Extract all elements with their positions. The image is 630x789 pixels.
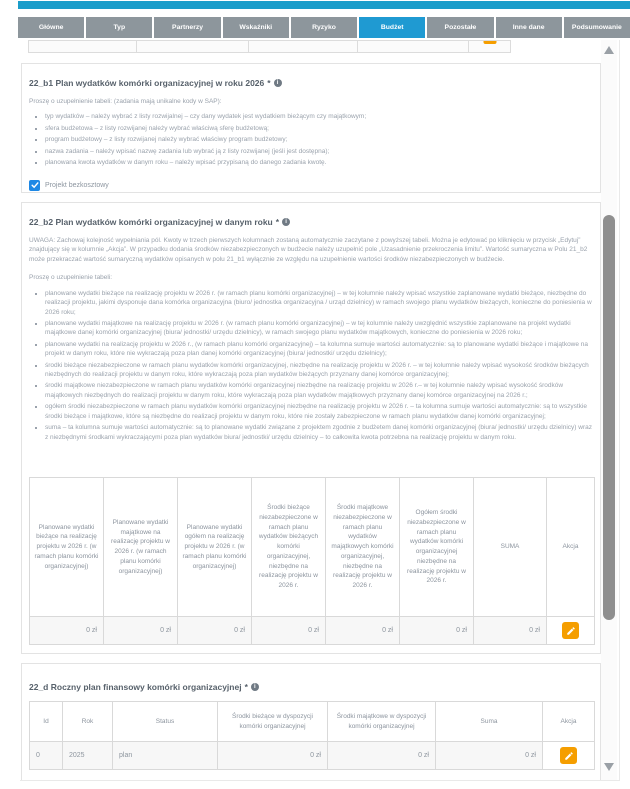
tab-pozostale[interactable]: Pozostałe [427, 17, 493, 38]
column-header: Suma [436, 702, 543, 742]
panel-right-border [619, 40, 620, 781]
costless-project-row [29, 180, 593, 191]
amount-cell: 0 zł [328, 742, 436, 770]
bullet-item: ▪ planowane wydatki bieżące na realizację projektu w 2026 r. (w ramach planu komórki organizacyjnej) – w tej kolumnie należy wpisać wszystkie zaplanowane wydatki bieżące, niezbędne do realizacji projektu, jakimi dysponuje dana komórka organizacyjna (biuro/ jednostka organizacyjna / urząd dzielnicy) w ramach swojego planu wydatków bieżących, konieczne do poniesienia w 2026 roku; [45, 289, 593, 317]
amount-cell: 0 zł [252, 617, 326, 645]
amount-cell: 0 zł [104, 617, 178, 645]
column-header-akcja: Akcja [543, 702, 595, 742]
tab-wskazniki[interactable]: Wskaźniki [223, 17, 289, 38]
edit-pencil-icon [566, 626, 576, 636]
required-marker: * [275, 217, 280, 227]
info-icon[interactable]: i [274, 79, 282, 87]
column-header: Status [113, 702, 218, 742]
truncated-cell [249, 41, 358, 52]
truncated-edit-button[interactable] [483, 41, 496, 44]
section-22b1-title [29, 78, 593, 88]
amount-cell: 0 zł [326, 617, 400, 645]
section-22b2-title [29, 217, 593, 227]
required-marker: * [267, 78, 271, 88]
column-header: Planowane wydatki ogółem na realizację projektu w 2026 r. (w ramach planu komórki organizacyjnej) [178, 478, 252, 617]
costless-project-label: Projekt bezkosztowy [45, 181, 109, 189]
column-header: Środki bieżące niezabezpieczone w ramach planu wydatków bieżących komórki organizacyjnej, niezbędne na realizację projektu w 2026 r. [252, 478, 326, 617]
section-22b2-bullets [45, 289, 593, 442]
bullet-item: ▪ typ wydatków – należy wybrać z listy rozwijalnej – czy dany wydatek jest wydatkiem bieżącym czy majątkowym; [45, 112, 593, 121]
info-icon[interactable]: i [282, 218, 290, 226]
bullet-item: ▪ suma – ta kolumna sumuje wartości automatycznie: są to planowane wydatki związane z projektem zgodnie z budżetem danej komórki organizacyjnej (biura/ jednostki/ urzędu dzielnicy) wraz z niezbędnymi środkami wykraczającymi poza plan wydatków biura/ jednostki/ urzędu dzielnicy – to całkowita kwota potrzebna na realizację projektu w danym roku. [45, 423, 593, 442]
section-title-text: 22_b2 Plan wydatków komórki organizacyjnej w danym roku [29, 217, 273, 227]
scrollbar-down-arrow-icon[interactable] [604, 763, 614, 771]
section-title-text: 22_d Roczny plan finansowy komórki organizacyjnej [29, 682, 242, 692]
bullet-item: ▪ planowana kwota wydatków w danym roku – należy wpisać przypisaną do danego zadania kwotę. [45, 158, 593, 167]
section-22b1-bullets [45, 112, 593, 167]
section-22d-title [29, 682, 593, 692]
info-icon[interactable]: i [251, 683, 259, 691]
section-22b2-intro: Proszę o uzupełnienie tabeli: [29, 274, 113, 282]
truncated-table-row [28, 40, 511, 53]
column-header: Id [30, 702, 63, 742]
column-header: SUMA [474, 478, 547, 617]
bullet-item: ▪ środki bieżące niezabezpieczone w ramach planu wydatków komórki organizacyjnej, niezbędne na realizację projektu w 2026 r. – w tej kolumnie należy wpisać wysokość środków bieżących niezbędnych do realizacji projektu w danym roku, które wykraczają poza plan wydatków bieżących przyznany danej komórce organizacyjnej; [45, 361, 593, 380]
column-header: Planowane wydatki bieżące na realizację projektu w 2026 r. (w ramach planu komórki organizacyjnej) [30, 478, 104, 617]
costless-project-checkbox[interactable] [29, 180, 40, 191]
scrollbar-thumb[interactable] [603, 215, 615, 620]
amount-cell: 0 zł [30, 617, 104, 645]
scrollable-form-area [21, 40, 601, 780]
tab-bar [18, 17, 630, 38]
scrollbar-up-arrow-icon[interactable] [604, 46, 614, 54]
required-marker: * [244, 682, 248, 692]
bullet-item: ▪ program budżetowy – z listy rozwijanej należy wybrać właściwy program budżetowy; [45, 135, 593, 144]
section-22b2 [21, 202, 601, 654]
tab-glowne[interactable]: Główne [18, 17, 84, 38]
bullet-item: ▪ planowane wydatki majątkowe na realizację projektu w 2026 r. (w ramach planu komórki organizacyjnej) – w tej kolumnie należy uwzględnić wszystkie zaplanowane na projekt wydatki majątkowe danej komórki organizacyjnej (biura/ jednostki/ urzędu dzielnicy), w ramach swojego planu wydatków majątkowych, konieczne do poniesienia w 2026 roku; [45, 319, 593, 338]
amount-cell: 0 zł [400, 617, 474, 645]
annual-financial-plan-table [29, 701, 595, 770]
panel-bottom-border [20, 780, 620, 781]
checkmark-icon [31, 181, 39, 189]
id-cell: 0 [30, 742, 63, 770]
budget-table-wrap [29, 477, 595, 645]
action-cell [547, 617, 595, 645]
vertical-scrollbar[interactable] [601, 40, 617, 780]
table-row [30, 742, 595, 770]
bullet-item: ▪ środki majątkowe niezabezpieczone w ramach planu wydatków komórki organizacyjnej niezbędne na realizację projektu w 2026 r.– w tej kolumnie należy wpisać wysokość środków majątkowych niezbędnych do realizacji projektu w danym roku, które wykraczają poza plan wydatków majątkowych przyznany danej komórce organizacyjnej na 2026 r.; [45, 381, 593, 400]
amount-cell: 0 zł [218, 742, 328, 770]
section-22b1-intro: Proszę o uzupełnienie tabeli: (zadania mają unikalne kody w SAP): [29, 98, 222, 105]
tab-inne-dane[interactable]: Inne dane [496, 17, 562, 38]
tab-typ[interactable]: Typ [86, 17, 152, 38]
section-22b2-note: UWAGA: Zachowaj kolejność wypełniania pól. Kwoty w trzech pierwszych kolumnach zostaną automatycznie zaczytane z powyższej tabeli. Można je edytować po kliknięciu w przycisk „Edytuj” znajdujący się w kolumnie „Akcja”. W przypadku dodania środków niezabezpieczonych w budżecie należy uzupełnić pole „Uzasadnienie przekroczenia limitu”. Wartość sumaryczna w Polu 21_b2 może przekraczać wartość sumaryczną wydatków opisanych w polu 21_b1 wyłącznie ze względu na uzupełnienie wartości środków niezabezpieczonych w budżecie. [29, 237, 588, 263]
column-header: Ogółem środki niezabezpieczone w ramach planu wydatków komórki organizacyjnej niezbędne na realizację projektu w 2026 r. [400, 478, 474, 617]
action-cell [543, 742, 595, 770]
amount-cell: 0 zł [178, 617, 252, 645]
table-header-row [30, 478, 595, 617]
tab-budzet[interactable]: Budżet [359, 17, 425, 38]
status-cell: plan [113, 742, 218, 770]
amount-cell: 0 zł [474, 617, 547, 645]
column-header: Środki majątkowe w dyspozycji komórki organizacyjnej [328, 702, 436, 742]
bullet-item: ▪ nazwa zadania – należy wpisać nazwę zadania lub wybrać ją z listy rozwijanej (jeśli jest dostępna); [45, 147, 593, 156]
column-header: Środki majątkowe niezabezpieczone w ramach planu wydatków majątkowych komórki organizacyjnej, niezbędne na realizację projektu w 2026 r. [326, 478, 400, 617]
tab-podsumowanie[interactable]: Podsumowanie [564, 17, 630, 38]
truncated-cell [137, 41, 249, 52]
section-22d [21, 663, 601, 780]
amount-cell: 0 zł [436, 742, 543, 770]
column-header: Rok [63, 702, 113, 742]
edit-button[interactable] [560, 747, 577, 764]
truncated-cell [29, 41, 137, 52]
column-header: Planowane wydatki majątkowe na realizację projektu w 2026 r. (w ramach planu komórki organizacyjnej) [104, 478, 178, 617]
year-cell: 2025 [63, 742, 113, 770]
bullet-item: ▪ planowane wydatki na realizację projektu w 2026 r., (w ramach planu komórki organizacyjnej) – ta kolumna sumuje wartości automatycznie: są to planowane wydatki bieżące i majątkowe na projekt w danym roku, które nie wykraczają poza plan danej komórki organizacyjnej (biura/ jednostki/ urzędu dzielnicy); [45, 340, 593, 359]
table-header-row [30, 702, 595, 742]
column-header-akcja: Akcja [547, 478, 595, 617]
section-22b1 [21, 63, 601, 193]
column-header: Środki bieżące w dyspozycji komórki organizacyjnej [218, 702, 328, 742]
budget-plan-table [29, 477, 595, 645]
truncated-cell [358, 41, 469, 52]
table-row [30, 617, 595, 645]
bullet-item: ▪ ogółem środki niezabezpieczone w ramach planu wydatków komórki organizacyjnej niezbędne na realizację projektu w 2026 r. – ta kolumna sumuje wartości automatycznie: są to wszystkie środki bieżące i majątkowe, które są niezbędne do realizacji projektu w danym roku, które nie zostały zabezpieczone w ramach planu wydatków danej komórki organizacyjnej; [45, 402, 593, 421]
section-title-text: 22_b1 Plan wydatków komórki organizacyjnej w roku 2026 [29, 78, 265, 88]
edit-pencil-icon [564, 751, 574, 761]
app-header-bar [18, 1, 630, 9]
tab-partnerzy[interactable]: Partnerzy [154, 17, 220, 38]
edit-button[interactable] [562, 622, 579, 639]
truncated-cell [469, 41, 510, 52]
tab-ryzyko[interactable]: Ryzyko [291, 17, 357, 38]
bullet-item: ▪ sfera budżetowa – z listy rozwijanej należy wybrać właściwą sferę budżetową; [45, 124, 593, 133]
